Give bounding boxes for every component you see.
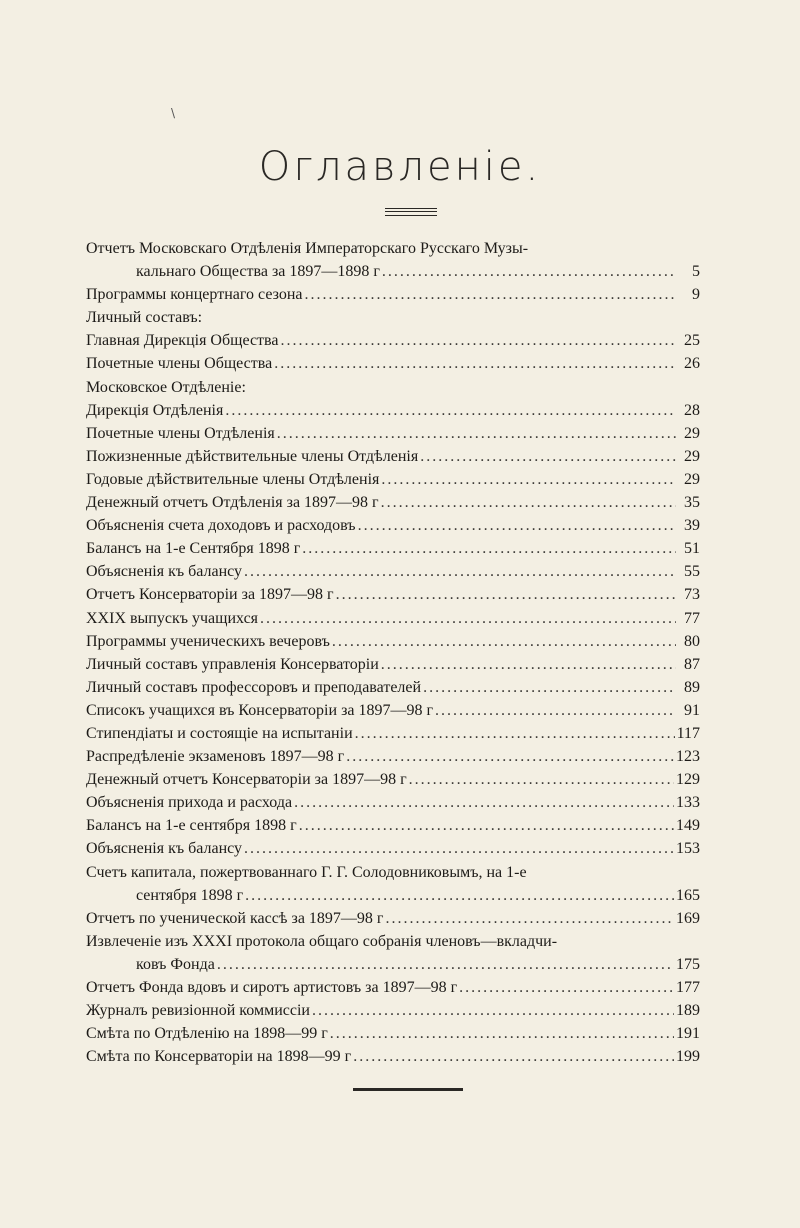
toc-page-number: 133	[676, 794, 700, 812]
toc-entry	[86, 422, 700, 445]
dot-leader	[294, 791, 674, 814]
toc-page-number: 175	[676, 955, 700, 973]
toc-page-number: 26	[684, 355, 700, 373]
toc-entry	[86, 283, 700, 306]
toc-page-number: 129	[676, 771, 700, 789]
toc-page-number: 29	[684, 470, 700, 488]
toc-entry	[86, 306, 700, 329]
toc-entry-title: XXIX выпускъ учащихся	[86, 609, 259, 627]
toc-entry-title: Объясненія счета доходовъ и расходовъ	[86, 517, 356, 535]
toc-page-number: 51	[684, 540, 700, 558]
dot-leader	[381, 468, 676, 491]
toc-entry	[86, 907, 700, 930]
toc-entry	[86, 768, 700, 791]
toc-entry	[86, 722, 700, 745]
dot-leader	[346, 745, 674, 768]
toc-entry	[86, 514, 700, 537]
page-mark: \	[171, 106, 176, 120]
toc-page-number: 189	[676, 1002, 700, 1020]
toc-page-number: 35	[684, 494, 700, 512]
toc-entry	[86, 1045, 700, 1068]
toc-page-number: 117	[676, 724, 700, 742]
dot-leader	[336, 583, 676, 606]
toc-entry-title: сентября 1898 г	[136, 886, 244, 904]
toc-page-number: 80	[684, 632, 700, 650]
toc-entry-first-line: Извлеченіе изъ XXXI протокола общаго собранія членовъ—вкладчи-	[86, 932, 558, 950]
dot-leader	[355, 722, 675, 745]
toc-entry-title: Стипендіаты и состоящіе на испытаніи	[86, 724, 353, 742]
toc-entry	[86, 699, 700, 722]
toc-entry	[86, 445, 700, 468]
toc-entry	[86, 791, 700, 814]
dot-leader	[409, 768, 674, 791]
toc-page-number: 89	[684, 678, 700, 696]
toc-entry-first-line: Счетъ капитала, пожертвованнаго Г. Г. Солодовниковымъ, на 1-е	[86, 863, 527, 881]
toc-page-number: 39	[684, 517, 700, 535]
toc-page-number: 169	[676, 909, 700, 927]
toc-entry-title: Программы ученическихъ вечеровъ	[86, 632, 330, 650]
toc-entry-title: Личный составъ профессоровъ и преподавателей	[86, 678, 422, 696]
table-of-contents	[86, 237, 700, 1068]
toc-page-number: 73	[684, 586, 700, 604]
toc-entry-title: Личный составъ управленія Консерваторіи	[86, 655, 379, 673]
toc-entry-title: Годовые дѣйствительные члены Отдѣленія	[86, 470, 380, 488]
toc-entry-title: Денежный отчетъ Консерваторіи за 1897—98 г	[86, 771, 407, 789]
toc-entry	[86, 237, 700, 283]
toc-entry	[86, 837, 700, 860]
dot-leader	[305, 283, 677, 306]
toc-entry	[86, 583, 700, 606]
toc-entry-title: Пожизненные дѣйствительные члены Отдѣленія	[86, 447, 419, 465]
dot-leader	[312, 999, 674, 1022]
toc-entry	[86, 607, 700, 630]
toc-entry-title: Отчетъ Фонда вдовъ и сиротъ артистовъ за 1897—98 г	[86, 979, 458, 996]
toc-entry-title: Программы концертнаго сезона	[86, 286, 303, 304]
dot-leader	[423, 676, 676, 699]
toc-entry	[86, 745, 700, 768]
toc-page-number: 165	[676, 886, 700, 904]
dot-leader	[280, 329, 676, 352]
toc-entry-title: Почетные члены Общества	[86, 355, 273, 373]
toc-entry-title: ковъ Фонда	[136, 955, 215, 973]
dot-leader	[420, 445, 676, 468]
toc-entry	[86, 653, 700, 676]
toc-page-number: 87	[684, 655, 700, 673]
page-title: Оглавленіе.	[258, 144, 542, 190]
dot-leader	[353, 1045, 674, 1068]
toc-entry	[86, 630, 700, 653]
bottom-rule	[353, 1088, 463, 1091]
toc-entry	[86, 560, 700, 583]
toc-entry	[86, 999, 700, 1022]
dot-leader	[274, 352, 676, 375]
toc-page-number: 29	[684, 424, 700, 442]
toc-page-number: 28	[684, 401, 700, 419]
toc-entry-title: Главная Дирекція Общества	[86, 332, 279, 350]
dot-leader	[358, 514, 676, 537]
dot-leader	[260, 607, 676, 630]
toc-page-number: 25	[684, 332, 700, 350]
dot-leader	[302, 537, 676, 560]
toc-entry-title: кальнаго Общества за 1897—1898 г	[136, 263, 380, 281]
dot-leader	[382, 260, 676, 283]
toc-page-number: 55	[684, 563, 700, 581]
dot-leader	[244, 837, 674, 860]
toc-entry-title: Балансъ на 1-е сентября 1898 г	[86, 817, 297, 835]
toc-page-number: 5	[692, 263, 700, 281]
dot-leader	[381, 653, 676, 676]
toc-page-number: 123	[676, 748, 700, 766]
toc-entry-title: Балансъ на 1-е Сентября 1898 г	[86, 540, 301, 558]
dot-leader	[277, 422, 676, 445]
toc-entry-title: Объясненія къ балансу	[86, 840, 243, 858]
dot-leader	[435, 699, 676, 722]
title-rule	[385, 208, 437, 216]
dot-leader	[381, 491, 676, 514]
dot-leader	[385, 907, 674, 930]
toc-entry	[86, 468, 700, 491]
toc-entry	[86, 930, 700, 976]
toc-entry	[86, 352, 700, 375]
toc-page-number: 91	[684, 701, 700, 719]
dot-leader	[332, 630, 676, 653]
toc-entry-title: Дирекція Отдѣленія	[86, 401, 224, 419]
toc-entry-title: Отчетъ Консерваторіи за 1897—98 г	[86, 586, 334, 604]
toc-page-number: 149	[676, 817, 700, 835]
toc-page-number: 9	[692, 286, 700, 304]
toc-entry	[86, 814, 700, 837]
toc-entry-title: Отчетъ по ученической кассѣ за 1897—98 г	[86, 909, 384, 927]
toc-entry-title: Смѣта по Отдѣленію на 1898—99 г	[86, 1025, 328, 1043]
toc-entry	[86, 399, 700, 422]
toc-entry	[86, 491, 700, 514]
toc-page-number: 77	[684, 609, 700, 627]
dot-leader	[330, 1022, 674, 1045]
toc-entry-title: Объясненія прихода и расхода	[86, 794, 293, 812]
toc-section-heading: Личный составъ:	[86, 309, 203, 327]
toc-entry-title: Денежный отчетъ Отдѣленія за 1897—98 г	[86, 494, 379, 512]
toc-page-number: 29	[684, 447, 700, 465]
toc-entry-title: Распредѣленіе экзаменовъ 1897—98 г	[86, 748, 345, 766]
toc-entry-first-line: Отчетъ Московскаго Отдѣленія Императорскаго Русскаго Музы-	[86, 240, 529, 257]
toc-page-number: 199	[676, 1048, 700, 1066]
dot-leader	[245, 884, 674, 907]
dot-leader	[299, 814, 674, 837]
toc-entry	[86, 329, 700, 352]
toc-page-number: 191	[676, 1025, 700, 1043]
toc-entry	[86, 861, 700, 907]
toc-entry-title: Почетные члены Отдѣленія	[86, 424, 275, 442]
toc-entry	[86, 676, 700, 699]
dot-leader	[217, 953, 674, 976]
dot-leader	[225, 399, 676, 422]
toc-entry	[86, 376, 700, 399]
dot-leader	[459, 976, 674, 999]
toc-entry-title: Списокъ учащихся въ Консерваторіи за 1897—98 г	[86, 701, 434, 719]
toc-section-heading: Московское Отдѣленіе:	[86, 378, 246, 396]
toc-entry-title: Смѣта по Консерваторіи на 1898—99 г	[86, 1048, 352, 1066]
toc-page-number: 153	[676, 840, 700, 858]
toc-entry	[86, 537, 700, 560]
toc-entry	[86, 976, 700, 999]
dot-leader	[244, 560, 676, 583]
toc-entry	[86, 1022, 700, 1045]
toc-entry-title: Объясненія къ балансу	[86, 563, 243, 581]
toc-page-number: 177	[676, 979, 700, 996]
toc-entry-title: Журналъ ревизіонной коммиссіи	[86, 1002, 310, 1020]
